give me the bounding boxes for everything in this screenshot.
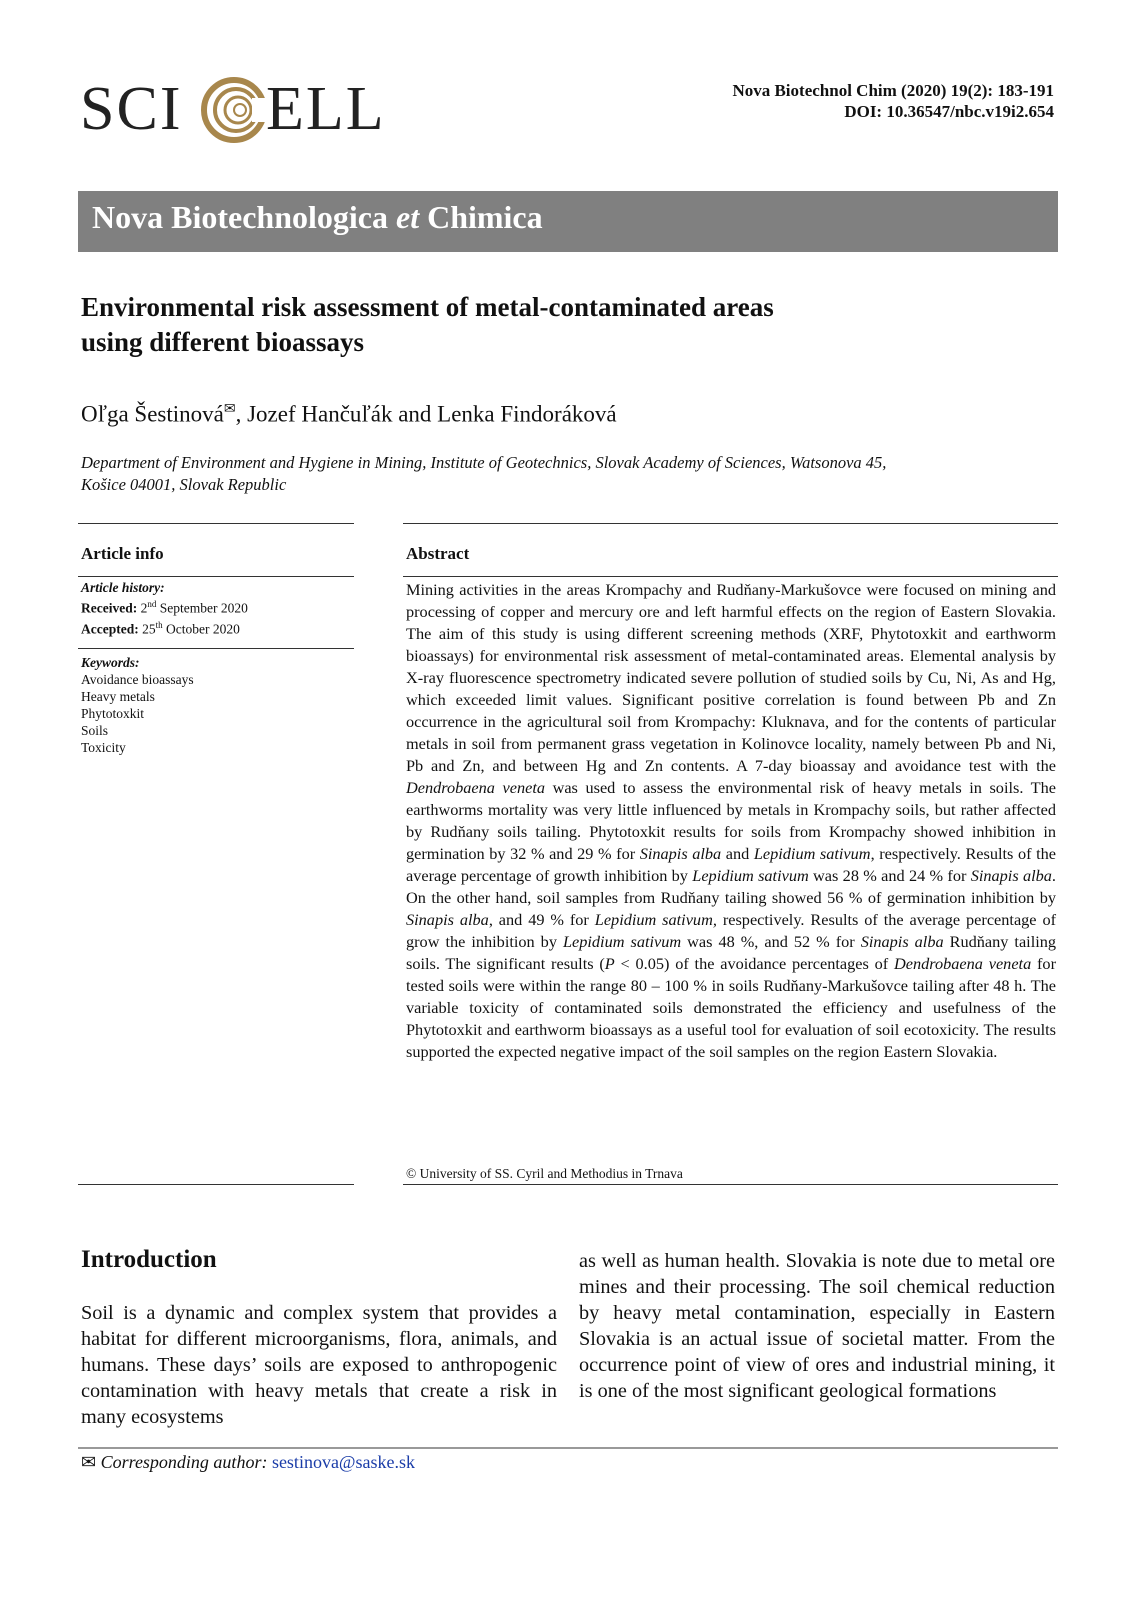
abstract-text: , respectively. Results of the average percentage of growth inhibition by: [406, 844, 1056, 885]
abstract-italic: P: [604, 954, 615, 973]
abstract-text: for tested soils were within the range 80 – 100 % in soils Rudňany-Markušovce tailing after 48 h. The variable toxicity of contaminated soils demonstrated the efficiency and usefulness of the Phytotoxkit and earthworm bioassays as a useful tool for evaluation of soil ecotoxicity. The results supported the expected negative impact of the soil samples on the region Eastern Slovakia.: [406, 954, 1056, 1061]
logo-text-right: ELL: [266, 75, 386, 143]
abstract-text: and: [721, 844, 754, 863]
logo-spiral-icon: [200, 70, 270, 150]
keyword: Toxicity: [81, 740, 126, 755]
affiliation-line: Košice 04001, Slovak Republic: [81, 475, 287, 494]
doi-line: DOI: 10.36547/nbc.v19i2.654: [844, 102, 1054, 121]
abstract-italic: Sinapis alba: [860, 932, 944, 951]
copyright-notice: © University of SS. Cyril and Methodius in Trnava: [406, 1166, 683, 1181]
abstract-italic: Sinapis alba: [639, 844, 722, 863]
abstract-heading: Abstract: [406, 544, 470, 563]
scicell-logo: [80, 70, 386, 150]
abstract-italic: Sinapis alba: [406, 910, 489, 929]
footnote-divider: [78, 1447, 1058, 1449]
divider: [78, 648, 354, 649]
abstract-text: was 48 %, and 52 % for: [681, 932, 861, 951]
divider: [78, 1184, 354, 1185]
divider: [403, 523, 1058, 524]
corresponding-author-footnote: [81, 1452, 415, 1473]
introduction-column-left: Soil is a dynamic and complex system that provides a habitat for different microorganisms, flora, animals, and humans. These days’ soils are exposed to anthropogenic contamination with heavy metals that create a risk in many ecosystems: [81, 1302, 557, 1428]
affiliation-line: Department of Environment and Hygiene in Mining, Institute of Geotechnics, Slovak Academy of Sciences, Watsonova 45,: [81, 453, 887, 472]
received-date: [81, 596, 248, 617]
divider: [78, 576, 354, 577]
journal-name-italic: et: [395, 199, 420, 235]
abstract-text: was 28 % and 24 % for: [808, 866, 971, 885]
author-name: Oľga Šestinová: [81, 401, 224, 427]
journal-banner: [78, 191, 1058, 252]
abstract-text: Mining activities in the areas Krompachy and Rudňany-Markušovce were focused on mining and processing of copper and mercury ore and left harmful effects on the region of Eastern Slovakia. The aim of this study is using different screening methods (XRF, Phytotoxkit and earthworm bioassays) for environmental risk assessment of metal-contaminated areas. Elemental analysis by X-ray fluorescence spectrometry indicated severe pollution of studied soils by Cu, Ni, As and Hg, which exceeded limit values. Significant positive correlation is found between Pb and Zn occurrence in the agricultural soil from Krompachy: Kluknava, and for the contents of particular metals in soil from permanent grass vegetation in Kolinovce locality, namely between Pb and Ni, Pb and Zn, and between Hg and Zn contents. A 7-day bioassay and avoidance test with the: [406, 580, 1056, 775]
title-line: Environmental risk assessment of metal-contaminated areas: [81, 292, 774, 322]
abstract-text: respectively. Results of the average percentage of grow the inhibition by: [406, 910, 1057, 951]
abstract-text: < 0.05) of the avoidance percentages of: [614, 954, 895, 973]
abstract-italic: Lepidium sativum,: [594, 910, 717, 929]
keyword: Heavy metals: [81, 689, 155, 704]
logo-text-left: SCI: [80, 75, 183, 143]
received-label: Received:: [81, 600, 138, 616]
journal-name: [92, 199, 543, 236]
accepted-label: Accepted:: [81, 621, 139, 636]
accepted-suffix: th: [155, 619, 163, 630]
envelope-icon: ✉: [223, 402, 236, 417]
introduction-heading: Introduction: [81, 1246, 217, 1273]
introduction-column-right: as well as human health. Slovakia is note due to metal ore mines and their processing. The soil chemical reduction by heavy metal contamination, especially in Eastern Slovakia is an actual issue of societal matter. From the occurrence point of view of ores and industrial mining, it is one of the most significant geological formations: [579, 1250, 1055, 1402]
received-month: September 2020: [156, 600, 248, 616]
abstract-italic: Lepidium sativum: [753, 844, 871, 863]
abstract-italic: Dendrobaena veneta: [406, 778, 545, 797]
citation: [732, 80, 1054, 122]
history-label: Article history:: [81, 580, 165, 595]
abstract-italic: Sinapis alba: [970, 866, 1052, 885]
abstract-text: . On the other hand, soil samples from Rudňany tailing showed 56 % of germination inhibition by: [406, 866, 1056, 907]
abstract-italic: Lepidium sativum: [692, 866, 809, 885]
received-day: 2: [137, 600, 148, 616]
abstract-italic: Lepidium sativum: [562, 932, 682, 951]
keywords-label: Keywords:: [81, 655, 140, 670]
footnote-label: Corresponding author:: [100, 1452, 268, 1472]
title-line: using different bioassays: [81, 327, 365, 357]
journal-name-part: Chimica: [419, 199, 543, 235]
accepted-day: 25: [138, 621, 156, 636]
divider: [403, 576, 1058, 577]
accepted-date: [81, 617, 248, 638]
abstract-italic: Dendrobaena veneta: [894, 954, 1032, 973]
accepted-month: October 2020: [162, 621, 240, 636]
paper-title: [81, 290, 961, 360]
affiliation: [81, 452, 1041, 496]
authors: [81, 401, 617, 428]
abstract-text: , and 49 % for: [488, 910, 595, 929]
keywords: [81, 654, 194, 756]
divider: [403, 1184, 1058, 1185]
keyword: Avoidance bioassays: [81, 672, 194, 687]
divider: [78, 523, 354, 524]
journal-name-part: Nova Biotechnologica: [92, 199, 396, 235]
author-names: , Jozef Hančuľák and Lenka Findoráková: [235, 401, 617, 427]
article-history: [81, 579, 248, 637]
received-suffix: nd: [147, 599, 157, 609]
citation-line: Nova Biotechnol Chim (2020) 19(2): 183-191: [732, 81, 1054, 100]
keyword: Phytotoxkit: [81, 706, 145, 721]
envelope-icon: ✉: [81, 1452, 97, 1472]
email-link[interactable]: sestinova@saske.sk: [271, 1452, 415, 1472]
keyword: Soils: [81, 723, 109, 738]
abstract-text: was used to assess the environmental risk of heavy metals in soils. The earthworms mortality was very little influenced by metals in Krompachy soils, but rather affected by Rudňany soils tailing. Phytotoxkit results for soils from Krompachy showed inhibition in germination by 32 % and 29 % for: [406, 778, 1056, 863]
article-info-heading: Article info: [81, 544, 164, 563]
abstract-body: [406, 579, 1056, 1063]
abstract-text: Rudňany tailing soils. The significant results (: [406, 932, 1057, 973]
